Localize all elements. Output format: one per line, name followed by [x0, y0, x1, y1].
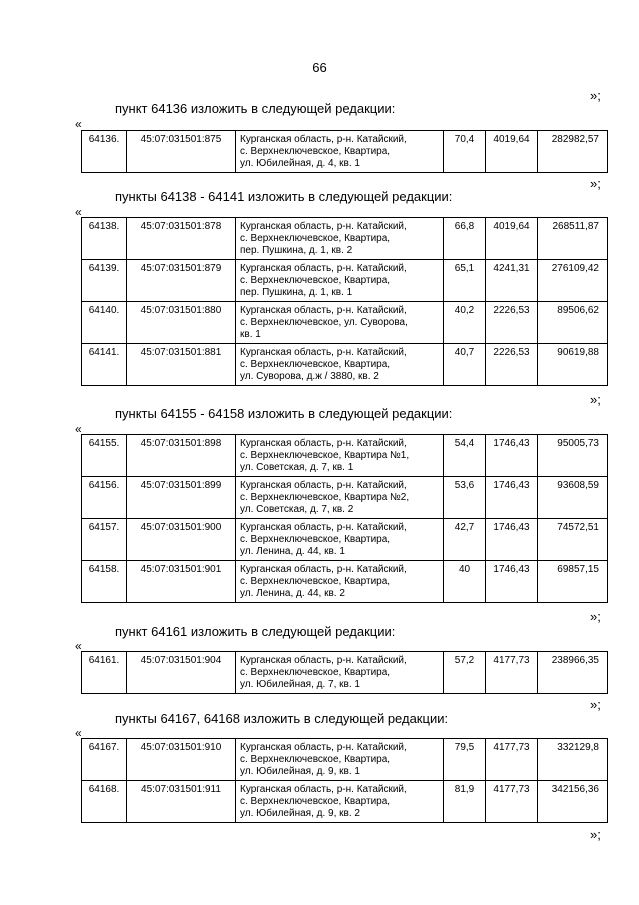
address-line: ул. Советская, д. 7, кв. 1	[240, 462, 354, 473]
total-cell: 69857,15	[538, 561, 608, 603]
opening-quote: «	[75, 205, 82, 219]
row-number-cell: 64161.	[82, 652, 127, 694]
row-number-cell: 64138.	[82, 218, 127, 260]
address-cell	[236, 435, 444, 477]
address-cell	[236, 781, 444, 823]
area-cell: 66,8	[444, 218, 486, 260]
address-line: ул. Суворова, д.ж / 3880, кв. 2	[240, 371, 379, 382]
records-table	[81, 434, 608, 603]
address-line: ул. Юбилейная, д. 9, кв. 1	[240, 766, 360, 777]
address-cell	[236, 218, 444, 260]
address-line: с. Верхнеключевское, ул. Суворова,	[240, 317, 408, 328]
table-row	[82, 561, 608, 603]
row-number-cell: 64140.	[82, 302, 127, 344]
cadastral-number-cell: 45:07:031501:899	[127, 477, 236, 519]
area-cell: 81,9	[444, 781, 486, 823]
table-row	[82, 344, 608, 386]
address-cell	[236, 344, 444, 386]
address-line: с. Верхнеключевское, Квартира,	[240, 667, 391, 678]
page-number: 66	[312, 60, 327, 75]
cadastral-number-cell: 45:07:031501:910	[127, 739, 236, 781]
address-line: ул. Ленина, д. 44, кв. 2	[240, 588, 345, 599]
row-number-cell: 64157.	[82, 519, 127, 561]
section-heading: пункты 64167, 64168 изложить в следующей редакции:	[115, 711, 449, 726]
cadastral-number-cell: 45:07:031501:880	[127, 302, 236, 344]
table-row	[82, 477, 608, 519]
table-row	[82, 739, 608, 781]
address-line: Курганская область, р-н. Катайский,	[240, 522, 407, 533]
records-table	[81, 217, 608, 386]
section-heading: пункты 64138 - 64141 изложить в следующей редакции:	[115, 189, 453, 204]
address-line: Курганская область, р-н. Катайский,	[240, 742, 407, 753]
total-cell: 282982,57	[538, 131, 608, 173]
address-line: Курганская область, р-н. Катайский,	[240, 655, 407, 666]
address-line: ул. Юбилейная, д. 9, кв. 2	[240, 808, 360, 819]
area-cell: 57,2	[444, 652, 486, 694]
records-table	[81, 738, 608, 823]
opening-quote: «	[75, 117, 82, 131]
records-table	[81, 651, 608, 694]
row-number-cell: 64141.	[82, 344, 127, 386]
opening-quote: «	[75, 726, 82, 740]
area-cell: 65,1	[444, 260, 486, 302]
total-cell: 74572,51	[538, 519, 608, 561]
address-cell	[236, 739, 444, 781]
address-line: Курганская область, р-н. Катайский,	[240, 263, 407, 274]
row-number-cell: 64158.	[82, 561, 127, 603]
address-cell	[236, 302, 444, 344]
section-heading: пункты 64155 - 64158 изложить в следующей редакции:	[115, 406, 453, 421]
address-line: пер. Пушкина, д. 1, кв. 2	[240, 245, 353, 256]
cadastral-number-cell: 45:07:031501:898	[127, 435, 236, 477]
address-line: ул. Ленина, д. 44, кв. 1	[240, 546, 345, 557]
opening-quote: «	[75, 422, 82, 436]
total-cell: 93608,59	[538, 477, 608, 519]
unit-price-cell: 2226,53	[486, 344, 538, 386]
address-line: Курганская область, р-н. Катайский,	[240, 305, 407, 316]
cadastral-number-cell: 45:07:031501:875	[127, 131, 236, 173]
address-cell	[236, 652, 444, 694]
unit-price-cell: 4177,73	[486, 781, 538, 823]
area-cell: 40,7	[444, 344, 486, 386]
unit-price-cell: 1746,43	[486, 477, 538, 519]
closing-quote: »;	[590, 827, 601, 842]
address-line: с. Верхнеключевское, Квартира,	[240, 534, 391, 545]
unit-price-cell: 2226,53	[486, 302, 538, 344]
cadastral-number-cell: 45:07:031501:881	[127, 344, 236, 386]
unit-price-cell: 1746,43	[486, 561, 538, 603]
row-number-cell: 64155.	[82, 435, 127, 477]
cadastral-number-cell: 45:07:031501:879	[127, 260, 236, 302]
total-cell: 89506,62	[538, 302, 608, 344]
area-cell: 54,4	[444, 435, 486, 477]
table-row	[82, 260, 608, 302]
address-line: Курганская область, р-н. Катайский,	[240, 134, 407, 145]
address-line: Курганская область, р-н. Катайский,	[240, 347, 407, 358]
address-line: с. Верхнеключевское, Квартира,	[240, 754, 391, 765]
cadastral-number-cell: 45:07:031501:911	[127, 781, 236, 823]
cadastral-number-cell: 45:07:031501:901	[127, 561, 236, 603]
area-cell: 40	[444, 561, 486, 603]
address-line: ул. Юбилейная, д. 7, кв. 1	[240, 679, 360, 690]
address-line: Курганская область, р-н. Катайский,	[240, 784, 407, 795]
row-number-cell: 64168.	[82, 781, 127, 823]
section-heading: пункт 64136 изложить в следующей редакции:	[115, 101, 396, 116]
row-number-cell: 64136.	[82, 131, 127, 173]
table-row	[82, 781, 608, 823]
total-cell: 332129,8	[538, 739, 608, 781]
table-row	[82, 218, 608, 260]
row-number-cell: 64139.	[82, 260, 127, 302]
address-line: с. Верхнеключевское, Квартира №1,	[240, 450, 410, 461]
records-table	[81, 130, 608, 173]
section-heading: пункт 64161 изложить в следующей редакции:	[115, 624, 396, 639]
area-cell: 70,4	[444, 131, 486, 173]
total-cell: 238966,35	[538, 652, 608, 694]
row-number-cell: 64167.	[82, 739, 127, 781]
address-line: Курганская область, р-н. Катайский,	[240, 438, 407, 449]
address-line: с. Верхнеключевское, Квартира,	[240, 796, 391, 807]
address-line: с. Верхнеключевское, Квартира,	[240, 576, 391, 587]
cadastral-number-cell: 45:07:031501:904	[127, 652, 236, 694]
closing-quote: »;	[590, 392, 601, 407]
address-line: с. Верхнеключевское, Квартира,	[240, 146, 391, 157]
area-cell: 53,6	[444, 477, 486, 519]
address-line: с. Верхнеключевское, Квартира,	[240, 233, 391, 244]
total-cell: 90619,88	[538, 344, 608, 386]
address-line: Курганская область, р-н. Катайский,	[240, 221, 407, 232]
closing-quote: »;	[590, 176, 601, 191]
closing-quote: »;	[590, 697, 601, 712]
address-cell	[236, 561, 444, 603]
address-cell	[236, 131, 444, 173]
table-row	[82, 435, 608, 477]
total-cell: 342156,36	[538, 781, 608, 823]
unit-price-cell: 1746,43	[486, 435, 538, 477]
cadastral-number-cell: 45:07:031501:878	[127, 218, 236, 260]
unit-price-cell: 4177,73	[486, 652, 538, 694]
area-cell: 79,5	[444, 739, 486, 781]
address-cell	[236, 260, 444, 302]
total-cell: 95005,73	[538, 435, 608, 477]
address-line: Курганская область, р-н. Катайский,	[240, 564, 407, 575]
table-row	[82, 652, 608, 694]
row-number-cell: 64156.	[82, 477, 127, 519]
address-line: пер. Пушкина, д. 1, кв. 1	[240, 287, 353, 298]
unit-price-cell: 4019,64	[486, 218, 538, 260]
table-row	[82, 519, 608, 561]
address-cell	[236, 477, 444, 519]
unit-price-cell: 4241,31	[486, 260, 538, 302]
address-cell	[236, 519, 444, 561]
cadastral-number-cell: 45:07:031501:900	[127, 519, 236, 561]
table-row	[82, 302, 608, 344]
address-line: Курганская область, р-н. Катайский,	[240, 480, 407, 491]
total-cell: 276109,42	[538, 260, 608, 302]
unit-price-cell: 4019,64	[486, 131, 538, 173]
address-line: ул. Юбилейная, д. 4, кв. 1	[240, 158, 360, 169]
address-line: ул. Советская, д. 7, кв. 2	[240, 504, 354, 515]
address-line: кв. 1	[240, 329, 261, 340]
total-cell: 268511,87	[538, 218, 608, 260]
address-line: с. Верхнеключевское, Квартира №2,	[240, 492, 410, 503]
address-line: с. Верхнеключевское, Квартира,	[240, 275, 391, 286]
area-cell: 40,2	[444, 302, 486, 344]
opening-quote: «	[75, 639, 82, 653]
closing-quote: »;	[590, 609, 601, 624]
table-row	[82, 131, 608, 173]
address-line: с. Верхнеключевское, Квартира,	[240, 359, 391, 370]
area-cell: 42,7	[444, 519, 486, 561]
closing-quote: »;	[590, 88, 601, 103]
unit-price-cell: 4177,73	[486, 739, 538, 781]
unit-price-cell: 1746,43	[486, 519, 538, 561]
